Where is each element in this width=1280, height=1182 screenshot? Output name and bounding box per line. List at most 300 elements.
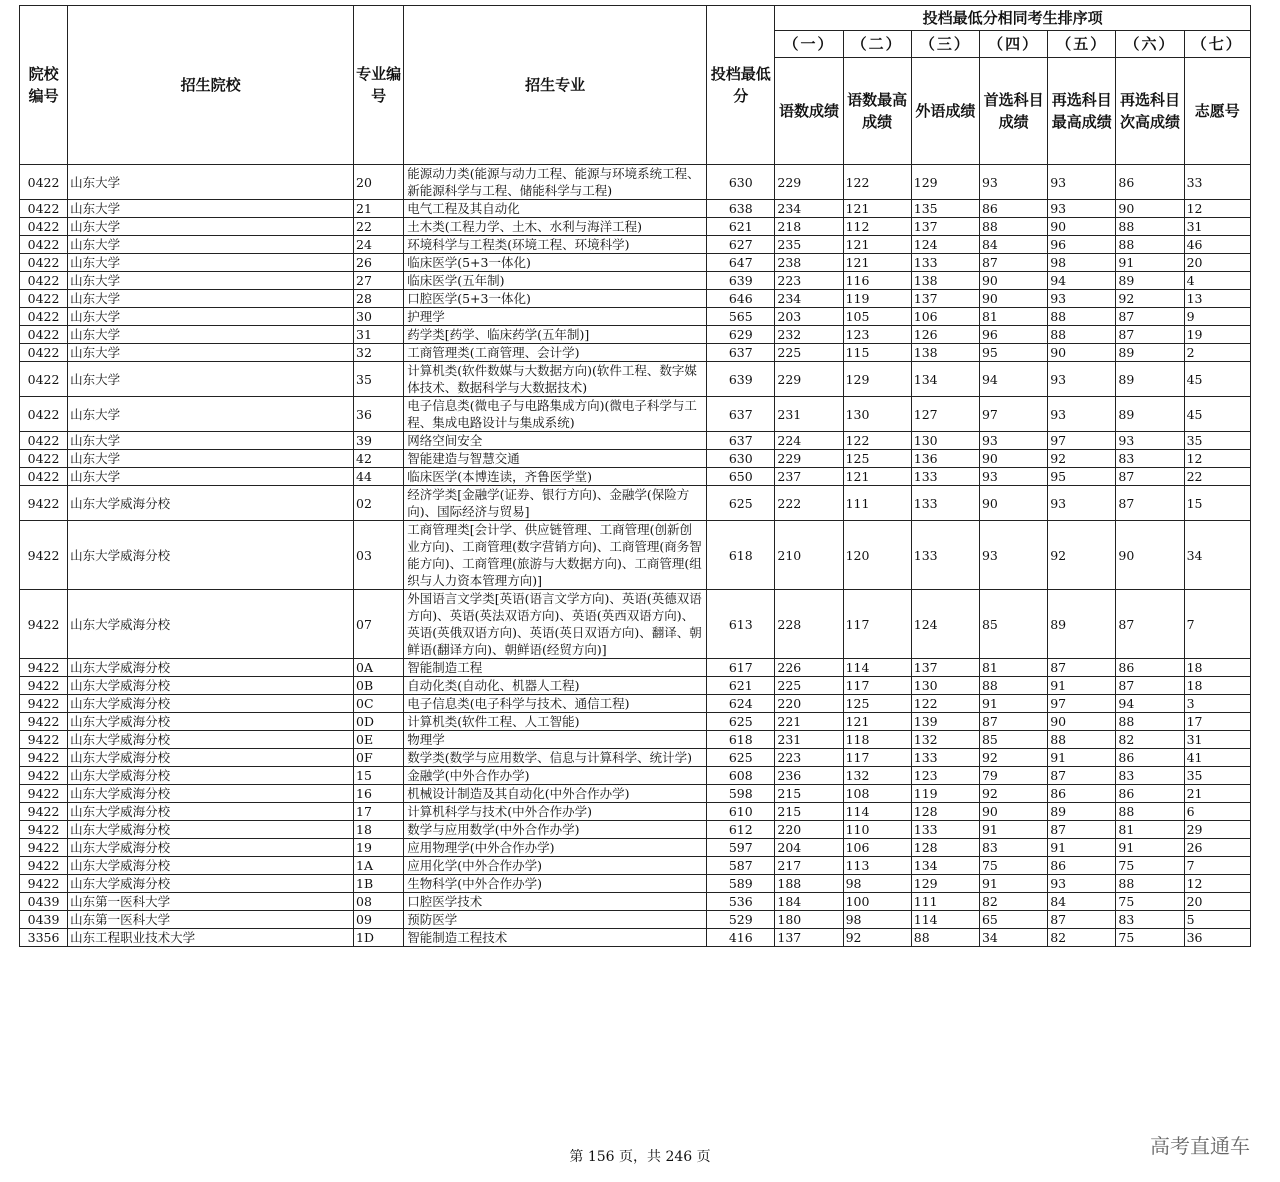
cell-major-code: 0C xyxy=(354,695,404,713)
cell-major: 口腔医学技术 xyxy=(404,893,707,911)
cell-score-1: 223 xyxy=(775,749,843,767)
cell-major-code: 30 xyxy=(354,308,404,326)
cell-score-2: 122 xyxy=(843,432,911,450)
cell-score-5: 93 xyxy=(1048,362,1116,397)
cell-school: 山东大学 xyxy=(68,362,354,397)
cell-score-7: 5 xyxy=(1184,911,1250,929)
cell-score-1: 229 xyxy=(775,362,843,397)
cell-score-1: 220 xyxy=(775,821,843,839)
cell-score-2: 112 xyxy=(843,218,911,236)
cell-major: 智能制造工程 xyxy=(404,659,707,677)
cell-score-2: 100 xyxy=(843,893,911,911)
cell-score-4: 90 xyxy=(979,450,1047,468)
cell-score-7: 12 xyxy=(1184,450,1250,468)
cell-score-4: 95 xyxy=(979,344,1047,362)
cell-score-4: 93 xyxy=(979,432,1047,450)
cell-score-4: 81 xyxy=(979,659,1047,677)
cell-major-code: 08 xyxy=(354,893,404,911)
cell-score-6: 89 xyxy=(1116,362,1184,397)
cell-score-1: 180 xyxy=(775,911,843,929)
cell-school: 山东大学威海分校 xyxy=(68,590,354,659)
cell-min-score: 625 xyxy=(707,713,775,731)
cell-major: 生物科学(中外合作办学) xyxy=(404,875,707,893)
cell-major: 应用化学(中外合作办学) xyxy=(404,857,707,875)
cell-major-code: 21 xyxy=(354,200,404,218)
cell-score-5: 88 xyxy=(1048,326,1116,344)
cell-major: 智能制造工程技术 xyxy=(404,929,707,947)
cell-score-1: 234 xyxy=(775,200,843,218)
cell-score-5: 86 xyxy=(1048,857,1116,875)
cell-code: 9422 xyxy=(20,821,68,839)
cell-major-code: 0F xyxy=(354,749,404,767)
cell-major-code: 22 xyxy=(354,218,404,236)
cell-school: 山东大学威海分校 xyxy=(68,767,354,785)
table-row xyxy=(20,875,1251,893)
cell-score-6: 83 xyxy=(1116,450,1184,468)
cell-score-1: 221 xyxy=(775,713,843,731)
cell-major: 数学类(数学与应用数学、信息与计算科学、统计学) xyxy=(404,749,707,767)
cell-score-7: 2 xyxy=(1184,344,1250,362)
header-min-score: 投档最低分 xyxy=(707,6,775,165)
table-row xyxy=(20,857,1251,875)
table-row xyxy=(20,432,1251,450)
table-row xyxy=(20,929,1251,947)
cell-score-4: 90 xyxy=(979,486,1047,521)
cell-score-6: 87 xyxy=(1116,326,1184,344)
header-sub-label: 再选科目次高成绩 xyxy=(1116,58,1184,165)
cell-score-3: 119 xyxy=(911,785,979,803)
cell-score-4: 85 xyxy=(979,590,1047,659)
cell-score-2: 114 xyxy=(843,803,911,821)
cell-major: 土木类(工程力学、土木、水利与海洋工程) xyxy=(404,218,707,236)
cell-score-4: 92 xyxy=(979,785,1047,803)
cell-code: 9422 xyxy=(20,803,68,821)
cell-score-3: 138 xyxy=(911,344,979,362)
cell-major: 护理学 xyxy=(404,308,707,326)
header-major-code: 专业编号 xyxy=(354,6,404,165)
cell-major-code: 31 xyxy=(354,326,404,344)
cell-score-6: 82 xyxy=(1116,731,1184,749)
cell-score-7: 18 xyxy=(1184,659,1250,677)
header-sub-label: 外语成绩 xyxy=(911,58,979,165)
cell-school: 山东大学 xyxy=(68,344,354,362)
cell-code: 9422 xyxy=(20,731,68,749)
cell-score-3: 123 xyxy=(911,767,979,785)
cell-score-4: 91 xyxy=(979,695,1047,713)
cell-score-2: 106 xyxy=(843,839,911,857)
header-school: 招生院校 xyxy=(68,6,354,165)
cell-score-1: 184 xyxy=(775,893,843,911)
cell-score-4: 93 xyxy=(979,521,1047,590)
cell-major: 计算机科学与技术(中外合作办学) xyxy=(404,803,707,821)
cell-score-5: 82 xyxy=(1048,929,1116,947)
cell-major: 数学与应用数学(中外合作办学) xyxy=(404,821,707,839)
cell-major: 药学类[药学、临床药学(五年制)] xyxy=(404,326,707,344)
table-row xyxy=(20,803,1251,821)
cell-score-6: 81 xyxy=(1116,821,1184,839)
cell-score-1: 225 xyxy=(775,344,843,362)
cell-min-score: 639 xyxy=(707,272,775,290)
cell-major: 电子信息类(电子科学与技术、通信工程) xyxy=(404,695,707,713)
cell-min-score: 637 xyxy=(707,397,775,432)
cell-score-3: 134 xyxy=(911,362,979,397)
cell-score-7: 19 xyxy=(1184,326,1250,344)
cell-score-2: 118 xyxy=(843,731,911,749)
cell-score-1: 231 xyxy=(775,397,843,432)
cell-score-5: 97 xyxy=(1048,695,1116,713)
cell-min-score: 621 xyxy=(707,218,775,236)
cell-score-4: 91 xyxy=(979,821,1047,839)
table-header xyxy=(20,6,1251,165)
cell-code: 0422 xyxy=(20,308,68,326)
cell-code: 0422 xyxy=(20,432,68,450)
cell-score-3: 139 xyxy=(911,713,979,731)
cell-score-1: 231 xyxy=(775,731,843,749)
cell-score-5: 88 xyxy=(1048,308,1116,326)
cell-score-7: 20 xyxy=(1184,893,1250,911)
cell-major-code: 28 xyxy=(354,290,404,308)
table-row xyxy=(20,695,1251,713)
cell-min-score: 565 xyxy=(707,308,775,326)
cell-score-6: 88 xyxy=(1116,713,1184,731)
cell-score-3: 133 xyxy=(911,521,979,590)
table-row xyxy=(20,785,1251,803)
table-row xyxy=(20,254,1251,272)
page-footer: 第 156 页，共 246 页 xyxy=(569,1149,711,1165)
cell-major-code: 0A xyxy=(354,659,404,677)
cell-score-7: 31 xyxy=(1184,218,1250,236)
cell-score-2: 117 xyxy=(843,677,911,695)
cell-score-5: 89 xyxy=(1048,590,1116,659)
cell-score-5: 93 xyxy=(1048,397,1116,432)
cell-score-6: 87 xyxy=(1116,486,1184,521)
cell-score-4: 34 xyxy=(979,929,1047,947)
cell-school: 山东大学 xyxy=(68,326,354,344)
header-sub-number: （六） xyxy=(1116,31,1184,58)
cell-major: 应用物理学(中外合作办学) xyxy=(404,839,707,857)
cell-score-6: 90 xyxy=(1116,200,1184,218)
cell-score-4: 87 xyxy=(979,254,1047,272)
cell-score-2: 117 xyxy=(843,590,911,659)
cell-score-6: 88 xyxy=(1116,803,1184,821)
cell-school: 山东大学 xyxy=(68,272,354,290)
cell-score-6: 86 xyxy=(1116,785,1184,803)
table-row xyxy=(20,236,1251,254)
cell-score-5: 89 xyxy=(1048,803,1116,821)
table-row xyxy=(20,397,1251,432)
cell-score-3: 129 xyxy=(911,165,979,200)
cell-score-6: 87 xyxy=(1116,677,1184,695)
cell-score-4: 90 xyxy=(979,803,1047,821)
cell-score-7: 45 xyxy=(1184,362,1250,397)
cell-score-5: 93 xyxy=(1048,875,1116,893)
cell-score-5: 91 xyxy=(1048,677,1116,695)
header-sub-label: 再选科目最高成绩 xyxy=(1048,58,1116,165)
cell-score-1: 234 xyxy=(775,290,843,308)
cell-score-7: 46 xyxy=(1184,236,1250,254)
cell-score-6: 88 xyxy=(1116,236,1184,254)
cell-code: 0422 xyxy=(20,326,68,344)
cell-major: 智能建造与智慧交通 xyxy=(404,450,707,468)
cell-school: 山东大学威海分校 xyxy=(68,875,354,893)
cell-school: 山东大学威海分校 xyxy=(68,857,354,875)
cell-score-5: 91 xyxy=(1048,839,1116,857)
cell-score-5: 93 xyxy=(1048,200,1116,218)
cell-score-6: 75 xyxy=(1116,893,1184,911)
cell-score-3: 114 xyxy=(911,911,979,929)
cell-score-1: 226 xyxy=(775,659,843,677)
cell-major: 临床医学(五年制) xyxy=(404,272,707,290)
cell-school: 山东大学威海分校 xyxy=(68,713,354,731)
cell-code: 9422 xyxy=(20,767,68,785)
cell-score-6: 88 xyxy=(1116,875,1184,893)
cell-major: 经济学类[金融学(证券、银行方向)、金融学(保险方向)、国际经济与贸易] xyxy=(404,486,707,521)
table-row xyxy=(20,468,1251,486)
cell-score-2: 98 xyxy=(843,875,911,893)
cell-code: 9422 xyxy=(20,839,68,857)
cell-school: 山东大学 xyxy=(68,236,354,254)
header-sub-label: 语数成绩 xyxy=(775,58,843,165)
cell-score-4: 93 xyxy=(979,468,1047,486)
cell-min-score: 613 xyxy=(707,590,775,659)
cell-score-6: 75 xyxy=(1116,857,1184,875)
cell-code: 0422 xyxy=(20,468,68,486)
table-row xyxy=(20,659,1251,677)
cell-score-2: 121 xyxy=(843,254,911,272)
cell-score-3: 127 xyxy=(911,397,979,432)
header-major: 招生专业 xyxy=(404,6,707,165)
cell-score-1: 228 xyxy=(775,590,843,659)
cell-major: 电子信息类(微电子与电路集成方向)(微电子科学与工程、集成电路设计与集成系统) xyxy=(404,397,707,432)
cell-score-6: 89 xyxy=(1116,397,1184,432)
cell-major-code: 07 xyxy=(354,590,404,659)
cell-major-code: 32 xyxy=(354,344,404,362)
cell-major: 计算机类(软件数媒与大数据方向)(软件工程、数字媒体技术、数据科学与大数据技术) xyxy=(404,362,707,397)
cell-score-4: 93 xyxy=(979,165,1047,200)
cell-score-4: 86 xyxy=(979,200,1047,218)
cell-min-score: 587 xyxy=(707,857,775,875)
cell-score-5: 93 xyxy=(1048,165,1116,200)
cell-score-4: 84 xyxy=(979,236,1047,254)
admission-table xyxy=(19,5,1251,947)
cell-score-1: 222 xyxy=(775,486,843,521)
cell-score-5: 87 xyxy=(1048,821,1116,839)
cell-score-5: 97 xyxy=(1048,432,1116,450)
cell-score-3: 137 xyxy=(911,290,979,308)
cell-major-code: 44 xyxy=(354,468,404,486)
cell-school: 山东第一医科大学 xyxy=(68,911,354,929)
cell-score-3: 133 xyxy=(911,254,979,272)
table-row xyxy=(20,326,1251,344)
cell-score-3: 130 xyxy=(911,677,979,695)
table-row xyxy=(20,218,1251,236)
cell-code: 9422 xyxy=(20,590,68,659)
cell-score-1: 217 xyxy=(775,857,843,875)
cell-min-score: 610 xyxy=(707,803,775,821)
cell-code: 0439 xyxy=(20,893,68,911)
cell-school: 山东大学威海分校 xyxy=(68,659,354,677)
cell-score-7: 22 xyxy=(1184,468,1250,486)
cell-score-2: 114 xyxy=(843,659,911,677)
cell-code: 0422 xyxy=(20,165,68,200)
cell-major-code: 16 xyxy=(354,785,404,803)
cell-score-2: 129 xyxy=(843,362,911,397)
cell-score-7: 26 xyxy=(1184,839,1250,857)
cell-major-code: 39 xyxy=(354,432,404,450)
cell-score-1: 215 xyxy=(775,803,843,821)
header-sub-number: （五） xyxy=(1048,31,1116,58)
cell-score-4: 85 xyxy=(979,731,1047,749)
cell-score-7: 33 xyxy=(1184,165,1250,200)
cell-score-5: 93 xyxy=(1048,486,1116,521)
cell-score-1: 229 xyxy=(775,165,843,200)
cell-score-7: 45 xyxy=(1184,397,1250,432)
cell-score-3: 138 xyxy=(911,272,979,290)
cell-score-4: 79 xyxy=(979,767,1047,785)
cell-score-5: 84 xyxy=(1048,893,1116,911)
cell-score-3: 133 xyxy=(911,468,979,486)
cell-score-4: 97 xyxy=(979,397,1047,432)
cell-major: 临床医学(本博连读，齐鲁医学堂) xyxy=(404,468,707,486)
cell-score-5: 96 xyxy=(1048,236,1116,254)
cell-major: 机械设计制造及其自动化(中外合作办学) xyxy=(404,785,707,803)
cell-score-2: 125 xyxy=(843,695,911,713)
cell-school: 山东大学威海分校 xyxy=(68,749,354,767)
cell-score-1: 223 xyxy=(775,272,843,290)
header-sub-label: 志愿号 xyxy=(1184,58,1250,165)
header-tiebreak-group: 投档最低分相同考生排序项 xyxy=(775,6,1251,31)
cell-school: 山东第一医科大学 xyxy=(68,893,354,911)
cell-major-code: 0E xyxy=(354,731,404,749)
cell-major: 环境科学与工程类(环境工程、环境科学) xyxy=(404,236,707,254)
cell-school: 山东大学 xyxy=(68,432,354,450)
cell-school: 山东大学 xyxy=(68,200,354,218)
cell-score-2: 132 xyxy=(843,767,911,785)
cell-score-2: 121 xyxy=(843,468,911,486)
cell-score-7: 35 xyxy=(1184,432,1250,450)
cell-score-4: 90 xyxy=(979,290,1047,308)
table-row xyxy=(20,821,1251,839)
cell-score-2: 108 xyxy=(843,785,911,803)
cell-major-code: 02 xyxy=(354,486,404,521)
cell-score-3: 133 xyxy=(911,821,979,839)
table-row xyxy=(20,521,1251,590)
cell-school: 山东大学 xyxy=(68,397,354,432)
cell-score-1: 232 xyxy=(775,326,843,344)
table-row xyxy=(20,344,1251,362)
cell-major-code: 0B xyxy=(354,677,404,695)
cell-min-score: 536 xyxy=(707,893,775,911)
table-row xyxy=(20,839,1251,857)
cell-score-5: 87 xyxy=(1048,911,1116,929)
cell-major-code: 24 xyxy=(354,236,404,254)
cell-code: 9422 xyxy=(20,785,68,803)
cell-score-6: 91 xyxy=(1116,839,1184,857)
table-row xyxy=(20,590,1251,659)
cell-score-5: 92 xyxy=(1048,450,1116,468)
cell-score-3: 132 xyxy=(911,731,979,749)
cell-score-1: 218 xyxy=(775,218,843,236)
cell-score-7: 17 xyxy=(1184,713,1250,731)
cell-code: 9422 xyxy=(20,857,68,875)
cell-score-3: 130 xyxy=(911,432,979,450)
cell-score-7: 12 xyxy=(1184,875,1250,893)
table-row xyxy=(20,731,1251,749)
cell-score-7: 29 xyxy=(1184,821,1250,839)
cell-score-5: 90 xyxy=(1048,713,1116,731)
cell-min-score: 618 xyxy=(707,521,775,590)
cell-major: 自动化类(自动化、机器人工程) xyxy=(404,677,707,695)
cell-score-1: 210 xyxy=(775,521,843,590)
cell-school: 山东大学威海分校 xyxy=(68,486,354,521)
cell-major: 工商管理类[会计学、供应链管理、工商管理(创新创业方向)、工商管理(数字营销方向)、工商管理(商务智能方向)、工商管理(旅游与大数据方向)、工商管理(组织与人力资本管理方向)] xyxy=(404,521,707,590)
cell-min-score: 637 xyxy=(707,432,775,450)
cell-score-1: 225 xyxy=(775,677,843,695)
table-row xyxy=(20,767,1251,785)
cell-score-2: 122 xyxy=(843,165,911,200)
cell-school: 山东大学威海分校 xyxy=(68,839,354,857)
cell-score-6: 91 xyxy=(1116,254,1184,272)
cell-major-code: 1D xyxy=(354,929,404,947)
cell-major: 预防医学 xyxy=(404,911,707,929)
cell-school: 山东大学威海分校 xyxy=(68,731,354,749)
cell-score-2: 105 xyxy=(843,308,911,326)
cell-score-2: 121 xyxy=(843,713,911,731)
cell-score-1: 220 xyxy=(775,695,843,713)
cell-min-score: 589 xyxy=(707,875,775,893)
cell-score-7: 6 xyxy=(1184,803,1250,821)
cell-score-3: 137 xyxy=(911,659,979,677)
cell-score-6: 86 xyxy=(1116,749,1184,767)
cell-score-1: 238 xyxy=(775,254,843,272)
cell-major-code: 26 xyxy=(354,254,404,272)
header-sub-number: （七） xyxy=(1184,31,1250,58)
cell-score-6: 87 xyxy=(1116,590,1184,659)
cell-score-7: 36 xyxy=(1184,929,1250,947)
cell-min-score: 630 xyxy=(707,450,775,468)
cell-score-4: 91 xyxy=(979,875,1047,893)
cell-major: 口腔医学(5+3一体化) xyxy=(404,290,707,308)
cell-min-score: 529 xyxy=(707,911,775,929)
header-sub-number: （三） xyxy=(911,31,979,58)
cell-score-4: 65 xyxy=(979,911,1047,929)
cell-major-code: 1A xyxy=(354,857,404,875)
cell-score-3: 136 xyxy=(911,450,979,468)
cell-major-code: 18 xyxy=(354,821,404,839)
cell-major-code: 1B xyxy=(354,875,404,893)
cell-score-2: 119 xyxy=(843,290,911,308)
cell-score-7: 21 xyxy=(1184,785,1250,803)
cell-score-1: 215 xyxy=(775,785,843,803)
cell-score-2: 110 xyxy=(843,821,911,839)
cell-score-7: 35 xyxy=(1184,767,1250,785)
cell-score-6: 89 xyxy=(1116,272,1184,290)
cell-score-7: 7 xyxy=(1184,590,1250,659)
cell-score-6: 90 xyxy=(1116,521,1184,590)
cell-score-4: 81 xyxy=(979,308,1047,326)
cell-school: 山东大学威海分校 xyxy=(68,695,354,713)
header-sub-number: （一） xyxy=(775,31,843,58)
cell-score-4: 94 xyxy=(979,362,1047,397)
cell-min-score: 638 xyxy=(707,200,775,218)
cell-score-4: 75 xyxy=(979,857,1047,875)
cell-school: 山东大学 xyxy=(68,254,354,272)
cell-score-7: 4 xyxy=(1184,272,1250,290)
cell-score-6: 83 xyxy=(1116,767,1184,785)
cell-score-2: 115 xyxy=(843,344,911,362)
cell-school: 山东大学 xyxy=(68,450,354,468)
table-row xyxy=(20,749,1251,767)
